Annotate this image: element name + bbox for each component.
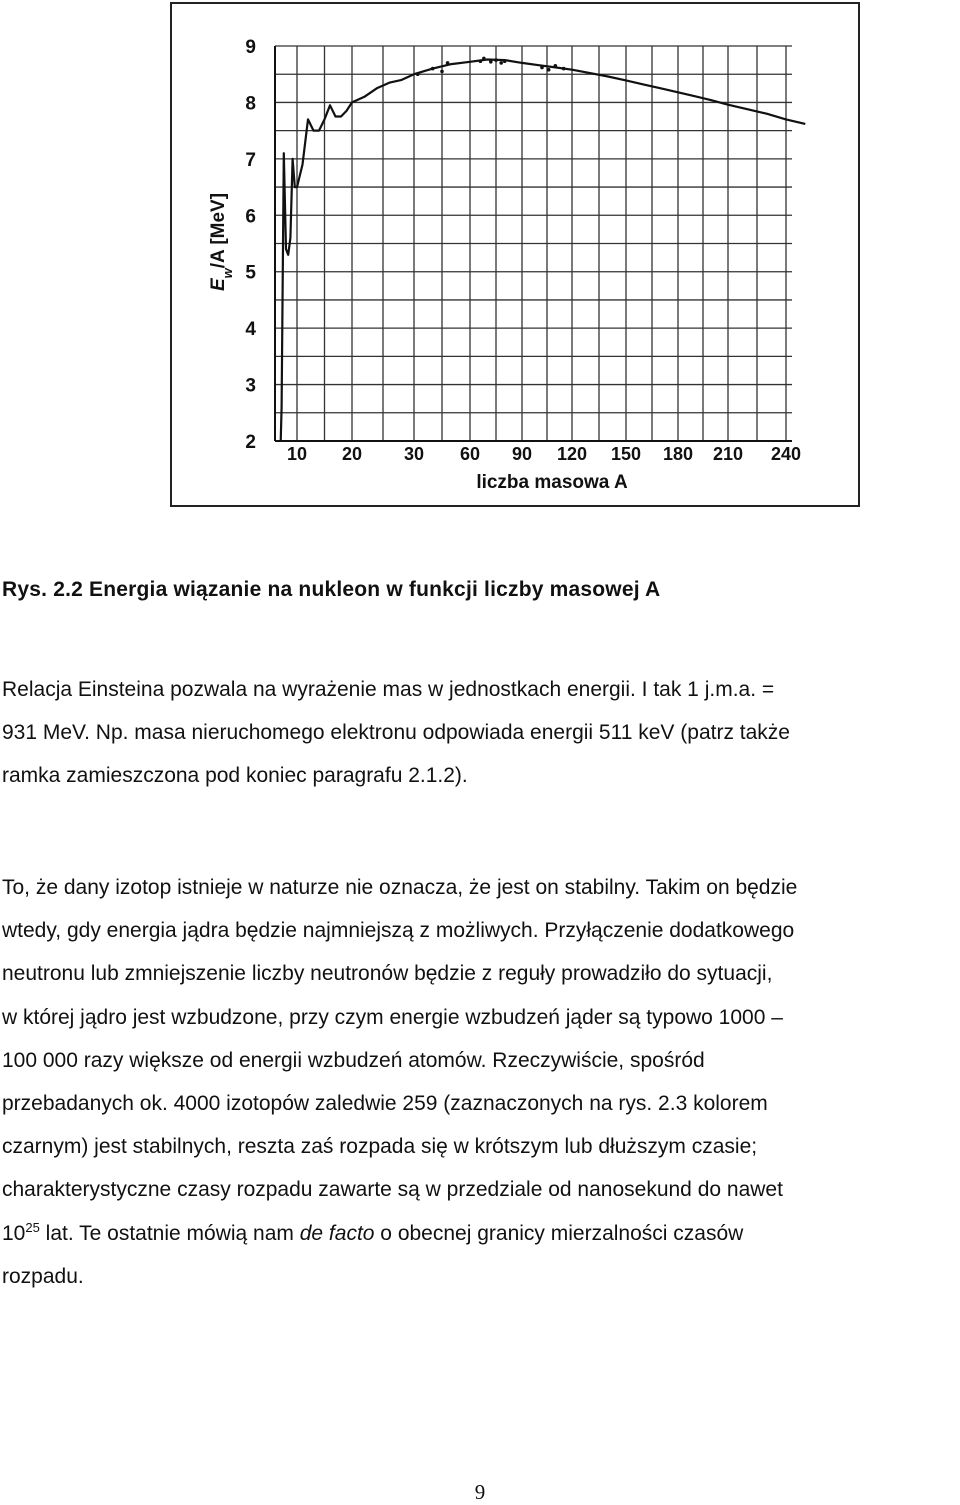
data-point [431, 67, 435, 71]
text-line: rozpadu. [2, 1264, 84, 1288]
data-point [499, 61, 503, 65]
x-tick-label: 150 [610, 444, 642, 464]
text-line: charakterystyczne czasy rozpadu zawarte są w przedziale od nanosekund do nawet [2, 1178, 783, 1202]
text-line: To, że dany izotop istnieje w naturze nie oznacza, że jest on stabilny. Takim on będzie [2, 876, 798, 899]
figure-frame [170, 2, 860, 507]
y-tick-label: 7 [245, 149, 256, 171]
data-point [562, 67, 566, 71]
x-tick-label: 60 [459, 444, 481, 464]
y-tick-label: 5 [245, 262, 256, 284]
text-line: przebadanych ok. 4000 izotopów zaledwie 259 (zaznaczonych na rys. 2.3 kolorem [2, 1092, 768, 1116]
x-tick-label: 20 [341, 444, 363, 464]
data-point [489, 60, 493, 64]
y-tick-label: 2 [245, 432, 256, 453]
data-point [482, 57, 486, 61]
data-point [440, 70, 444, 74]
data-point [547, 68, 551, 72]
data-point [503, 59, 507, 63]
y-axis-title: $E_w/A$ [MeV] [208, 192, 235, 292]
exponent: 25 [25, 1219, 40, 1235]
y-tick-label: 8 [245, 93, 256, 115]
text-line [2, 1212, 956, 1255]
text-line: Relacja Einsteina pozwala na wyrażenie mas w jednostkach energii. I tak 1 j.m.a. = [2, 678, 775, 701]
data-point [479, 59, 483, 63]
y-tick-label: 4 [245, 319, 256, 341]
data-point [494, 58, 498, 62]
y-tick-label: 9 [245, 37, 256, 58]
y-tick-label: 3 [245, 375, 256, 397]
x-tick-label: 10 [286, 444, 308, 464]
paragraph-1 [2, 668, 956, 798]
x-tick-label: 210 [712, 444, 744, 464]
data-point [446, 61, 450, 65]
figure-caption: Rys. 2.2 Energia wiązanie na nukleon w funkcji liczby masowej A [2, 578, 661, 601]
text-line: ramka zamieszczona pod koniec paragrafu 2.1.2). [2, 764, 468, 788]
binding-energy-chart [172, 4, 858, 505]
text-segment: lat. Te ostatnie mówią nam [39, 1221, 300, 1245]
text-line: 100 000 razy większe od energii wzbudzeń atomów. Rzeczywiście, spośród [2, 1048, 705, 1072]
x-tick-label: 180 [662, 444, 694, 464]
text-line: 931 MeV. Np. masa nieruchomego elektronu odpowiada energii 511 keV (patrz także [2, 721, 790, 745]
x-tick-label: 240 [770, 444, 802, 464]
text-line: wtedy, gdy energia jądra będzie najmniejszą z możliwych. Przyłączenie dodatkowego [2, 919, 795, 943]
data-point [540, 66, 544, 70]
y-tick-label: 6 [245, 206, 256, 228]
data-point [416, 72, 420, 76]
data-point [554, 64, 558, 68]
text-segment: o obecnej granicy mierzalności czasów [374, 1221, 744, 1245]
text-line: w której jądro jest wzbudzone, przy czym energie wzbudzeń jąder są typowo 1000 – [2, 1005, 783, 1029]
page-number: 9 [474, 1480, 486, 1504]
x-tick-label: 120 [556, 444, 588, 464]
text-line: czarnym) jest stabilnych, reszta zaś rozpada się w krótszym lub dłuższym czasie; [2, 1135, 758, 1159]
text-line: neutronu lub zmniejszenie liczby neutronów będzie z reguły prowadziło do sytuacji, [2, 962, 773, 986]
binding-energy-curve [277, 60, 805, 506]
x-axis-title: liczba masowa A [476, 472, 628, 493]
number-base: 10 [2, 1221, 26, 1245]
x-tick-label: 30 [403, 444, 425, 464]
paragraph-2 [2, 866, 956, 1298]
x-tick-label: 90 [511, 444, 533, 464]
italic-phrase: de facto [299, 1221, 375, 1245]
